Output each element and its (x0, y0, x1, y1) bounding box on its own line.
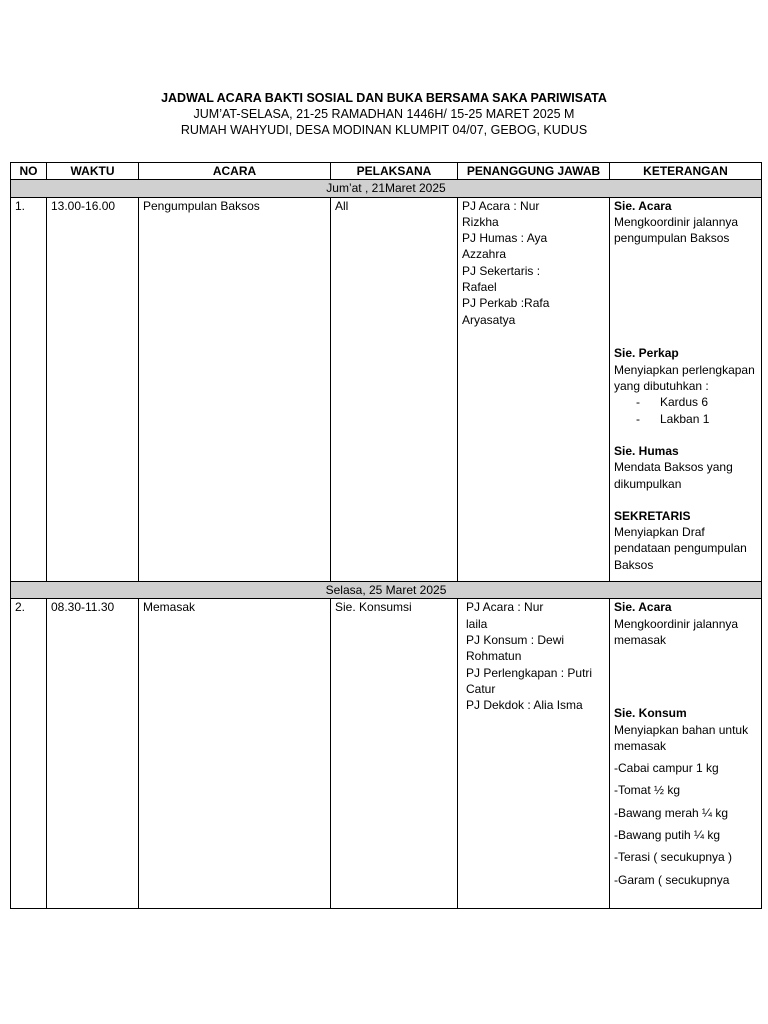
ket-humas-title: Sie. Humas (614, 443, 679, 458)
col-header-acara: ACARA (139, 163, 331, 180)
row-acara: Memasak (139, 599, 331, 909)
perkap-list (614, 394, 757, 427)
pj-list: PJ Acara : Nur Rizkha PJ Humas : Aya Azzahra PJ Sekertaris : Rafael PJ Perkab :Rafa Aryasatya (462, 198, 550, 327)
row-penanggung-jawab (458, 599, 610, 909)
col-header-penanggung-jawab: PENANGGUNG JAWAB (458, 163, 610, 180)
ket-konsum-title: Sie. Konsum (614, 706, 687, 721)
col-header-pelaksana: PELAKSANA (331, 163, 458, 180)
list-item: -Cabai campur 1 kg (614, 761, 719, 776)
list-item: - Lakban 1 (614, 411, 757, 427)
row-pelaksana: Sie. Konsumsi (331, 599, 458, 909)
ket-acara-desc: Mengkoordinir jalannya memasak (614, 616, 739, 647)
date-row-1 (11, 180, 762, 197)
row-pelaksana: All (331, 197, 458, 581)
ket-acara-title: Sie. Acara (614, 198, 672, 213)
row-penanggung-jawab (458, 197, 610, 581)
document-subtitle: JUM’AT-SELASA, 21-25 RAMADHAN 1446H/ 15-25 MARET 2025 M (193, 107, 575, 121)
date-label-1: Jum’at , 21Maret 2025 (11, 180, 762, 197)
schedule-table (10, 162, 762, 909)
list-item: -Bawang putih ¼ kg (614, 828, 721, 843)
table-row (11, 599, 762, 909)
list-item: - Kardus 6 (614, 394, 757, 410)
document-location: RUMAH WAHYUDI, DESA MODINAN KLUMPIT 04/07, GEBOG, KUDUS (180, 123, 588, 137)
row-waktu: 08.30-11.30 (47, 599, 139, 909)
table-header-row (11, 163, 762, 180)
col-header-no: NO (11, 163, 47, 180)
list-item: -Terasi ( secukupnya ) (614, 850, 733, 865)
col-header-waktu: WAKTU (47, 163, 139, 180)
ket-humas-desc: Mendata Baksos yang dikumpulkan (614, 460, 733, 491)
list-item: -Bawang merah ¼ kg (614, 805, 729, 820)
table-row (11, 197, 762, 581)
date-row-2 (11, 582, 762, 599)
document-header (0, 90, 768, 138)
date-label-2: Selasa, 25 Maret 2025 (11, 582, 762, 599)
ket-perkap-desc: Menyiapkan perlengkapan yang dibutuhkan : (614, 362, 755, 394)
list-item: -Garam ( secukupnya (614, 872, 730, 887)
document-title: JADWAL ACARA BAKTI SOSIAL DAN BUKA BERSAMA SAKA PARIWISATA (161, 91, 607, 105)
row-no: 2. (11, 599, 47, 909)
ket-sekretaris-desc: Menyiapkan Draf pendataan pengumpulan Baksos (614, 525, 747, 572)
row-keterangan (610, 197, 762, 581)
ket-sekretaris-title: SEKRETARIS (614, 508, 691, 523)
row-waktu: 13.00-16.00 (47, 197, 139, 581)
ket-acara-title: Sie. Acara (614, 600, 672, 615)
ket-acara-desc: Mengkoordinir jalannya pengumpulan Baksos (614, 214, 739, 246)
row-keterangan (610, 599, 762, 909)
col-header-keterangan: KETERANGAN (610, 163, 762, 180)
pj-list: PJ Acara : Nur laila PJ Konsum : Dewi Rohmatun PJ Perlengkapan : Putri Catur PJ Dekdok : Alia Isma (466, 600, 593, 713)
row-no: 1. (11, 197, 47, 581)
row-acara: Pengumpulan Baksos (139, 197, 331, 581)
ket-konsum-desc: Menyiapkan bahan untuk memasak (614, 722, 749, 753)
list-item: -Tomat ½ kg (614, 783, 681, 798)
ket-perkap-title: Sie. Perkap (614, 346, 679, 361)
